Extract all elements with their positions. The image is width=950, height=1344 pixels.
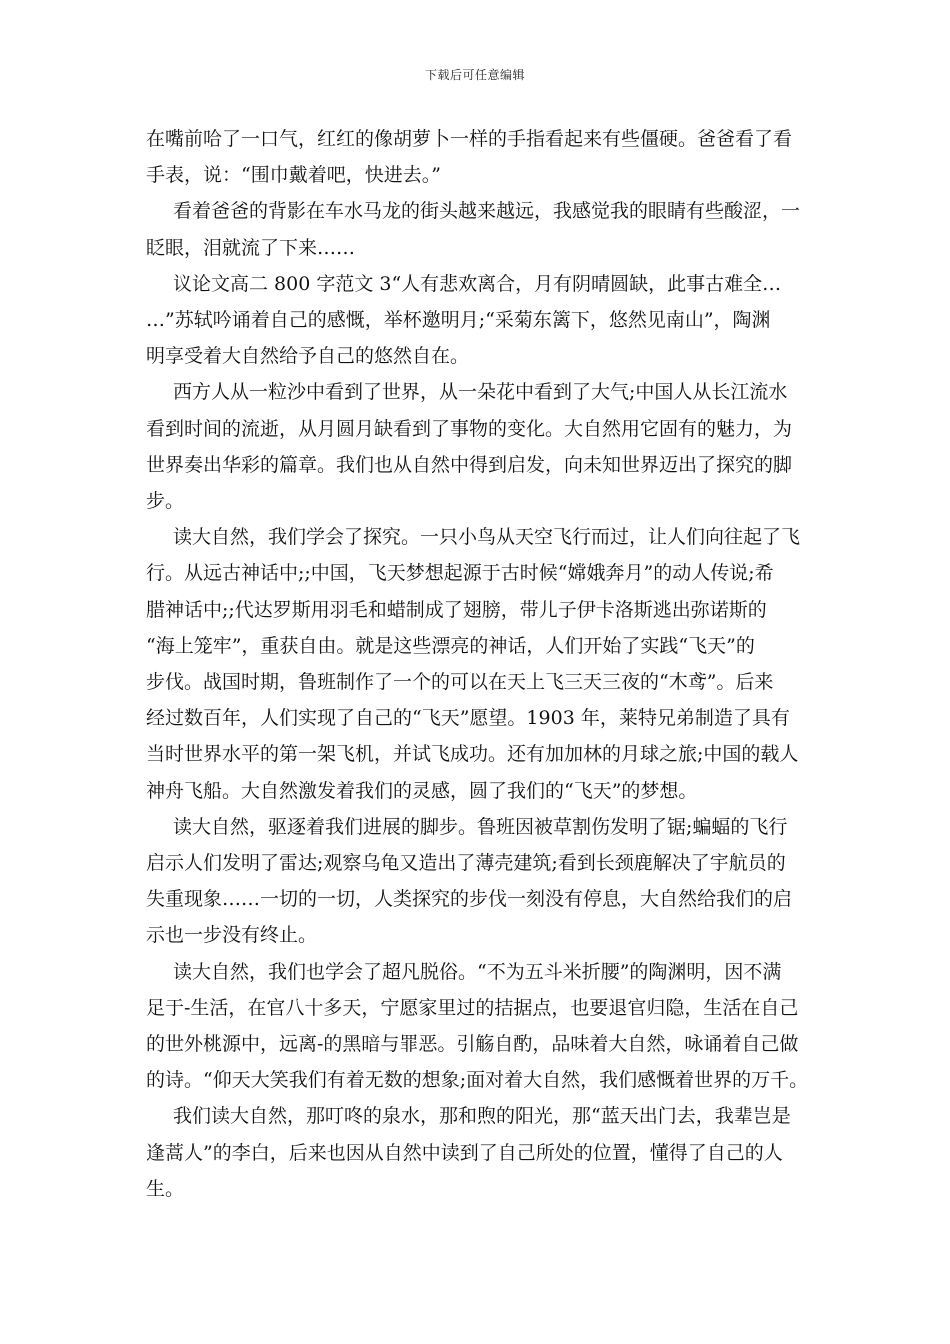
text-line: 经过数百年，人们实现了自己的“飞天”愿望。1903 年，莱特兄弟制造了具有 [146, 707, 790, 730]
text-line: 读大自然，驱逐着我们进展的脚步。鲁班因被草割伤发明了锯;蝙蝠的飞行 [173, 815, 788, 838]
text-line: 逢蒿人”的李白，后来也因从自然中读到了自己所处的位置，懂得了自己的人 [146, 1141, 783, 1164]
text-line: 读大自然，我们学会了探究。一只小鸟从天空飞行而过，让人们向往起了飞 [173, 526, 801, 549]
text-line: 读大自然，我们也学会了超凡脱俗。“不为五斗米折腰”的陶渊明，因不满 [173, 960, 782, 983]
page-header: 下载后可任意编辑 [424, 68, 525, 82]
text-line: 在嘴前哈了一口气，红红的像胡萝卜一样的手指看起来有些僵硬。爸爸看了看 [146, 128, 793, 150]
text-line: 当时世界水平的第一架飞机，并试飞成功。还有加加林的月球之旅;中国的载人 [146, 743, 799, 766]
text-line: 西方人从一粒沙中看到了世界，从一朵花中看到了大气;中国人从长江流水 [173, 381, 788, 404]
text-line: 眨眼，泪就流了下来…… [146, 236, 356, 259]
text-line: 的世外桃源中，远离-的黑暗与罪恶。引觞自酌，品味着大自然，咏诵着自己做 [146, 1033, 799, 1056]
text-line: 看着爸爸的背影在车水马龙的街头越来越远，我感觉我的眼睛有些酸涩，一 [173, 200, 801, 223]
text-line: 生。 [146, 1177, 185, 1200]
text-line: 议论文高二 800 字范文 3“人有悲欢离合，月有阴晴圆缺，此事古难全… [173, 272, 782, 295]
text-line: 明享受着大自然给予自己的悠然自在。 [146, 345, 470, 368]
text-line: “海上笼牢”，重获自由。就是这些漂亮的神话，人们开始了实践“飞天”的 [146, 634, 755, 657]
text-line: 手表，说：“围巾戴着吧，快进去。” [146, 164, 441, 187]
text-line: 看到时间的流逝，从月圆月缺看到了事物的变化。大自然用它固有的魅力，为 [146, 417, 793, 440]
text-line: 我们读大自然，那叮咚的泉水，那和煦的阳光，那“蓝天出门去，我辈岂是 [173, 1105, 791, 1128]
text-line: 足于-生活，在官八十多天，宁愿家里过的拮据点，也要退官归隐，生活在自己 [146, 996, 799, 1019]
text-line: 腊神话中;;代达罗斯用羽毛和蜡制成了翅膀，带儿子伊卡洛斯逃出弥诺斯的 [146, 598, 767, 621]
text-line: 步。 [146, 490, 185, 513]
text-line: 步伐。战国时期，鲁班制作了一个的可以在天上飞三天三夜的“木鸢”。后来 [146, 671, 774, 694]
text-line: …”苏轼吟诵着自己的感慨，举杯邀明月;“采菊东篱下，悠然见南山”，陶渊 [146, 309, 771, 332]
text-line: 示也一步没有终止。 [146, 924, 318, 947]
text-line: 世界奏出华彩的篇章。我们也从自然中得到启发，向未知世界迈出了探究的脚 [146, 453, 793, 476]
text-line: 行。从远古神话中;;中国，飞天梦想起源于古时候“嫦娥奔月”的动人传说;希 [146, 562, 774, 585]
text-line: 神舟飞船。大自然激发着我们的灵感，圆了我们的“飞天”的梦想。 [146, 779, 698, 802]
text-line: 失重现象……一切的一切，人类探究的步伐一刻没有停息，大自然给我们的启 [146, 888, 793, 911]
document-body [146, 121, 822, 1207]
text-line: 的诗。“仰天大笑我们有着无数的想象;面对着大自然，我们感慨着世界的万千。 [146, 1069, 809, 1092]
text-line: 启示人们发明了雷达;观察乌龟又造出了薄壳建筑;看到长颈鹿解决了宇航员的 [146, 852, 786, 875]
